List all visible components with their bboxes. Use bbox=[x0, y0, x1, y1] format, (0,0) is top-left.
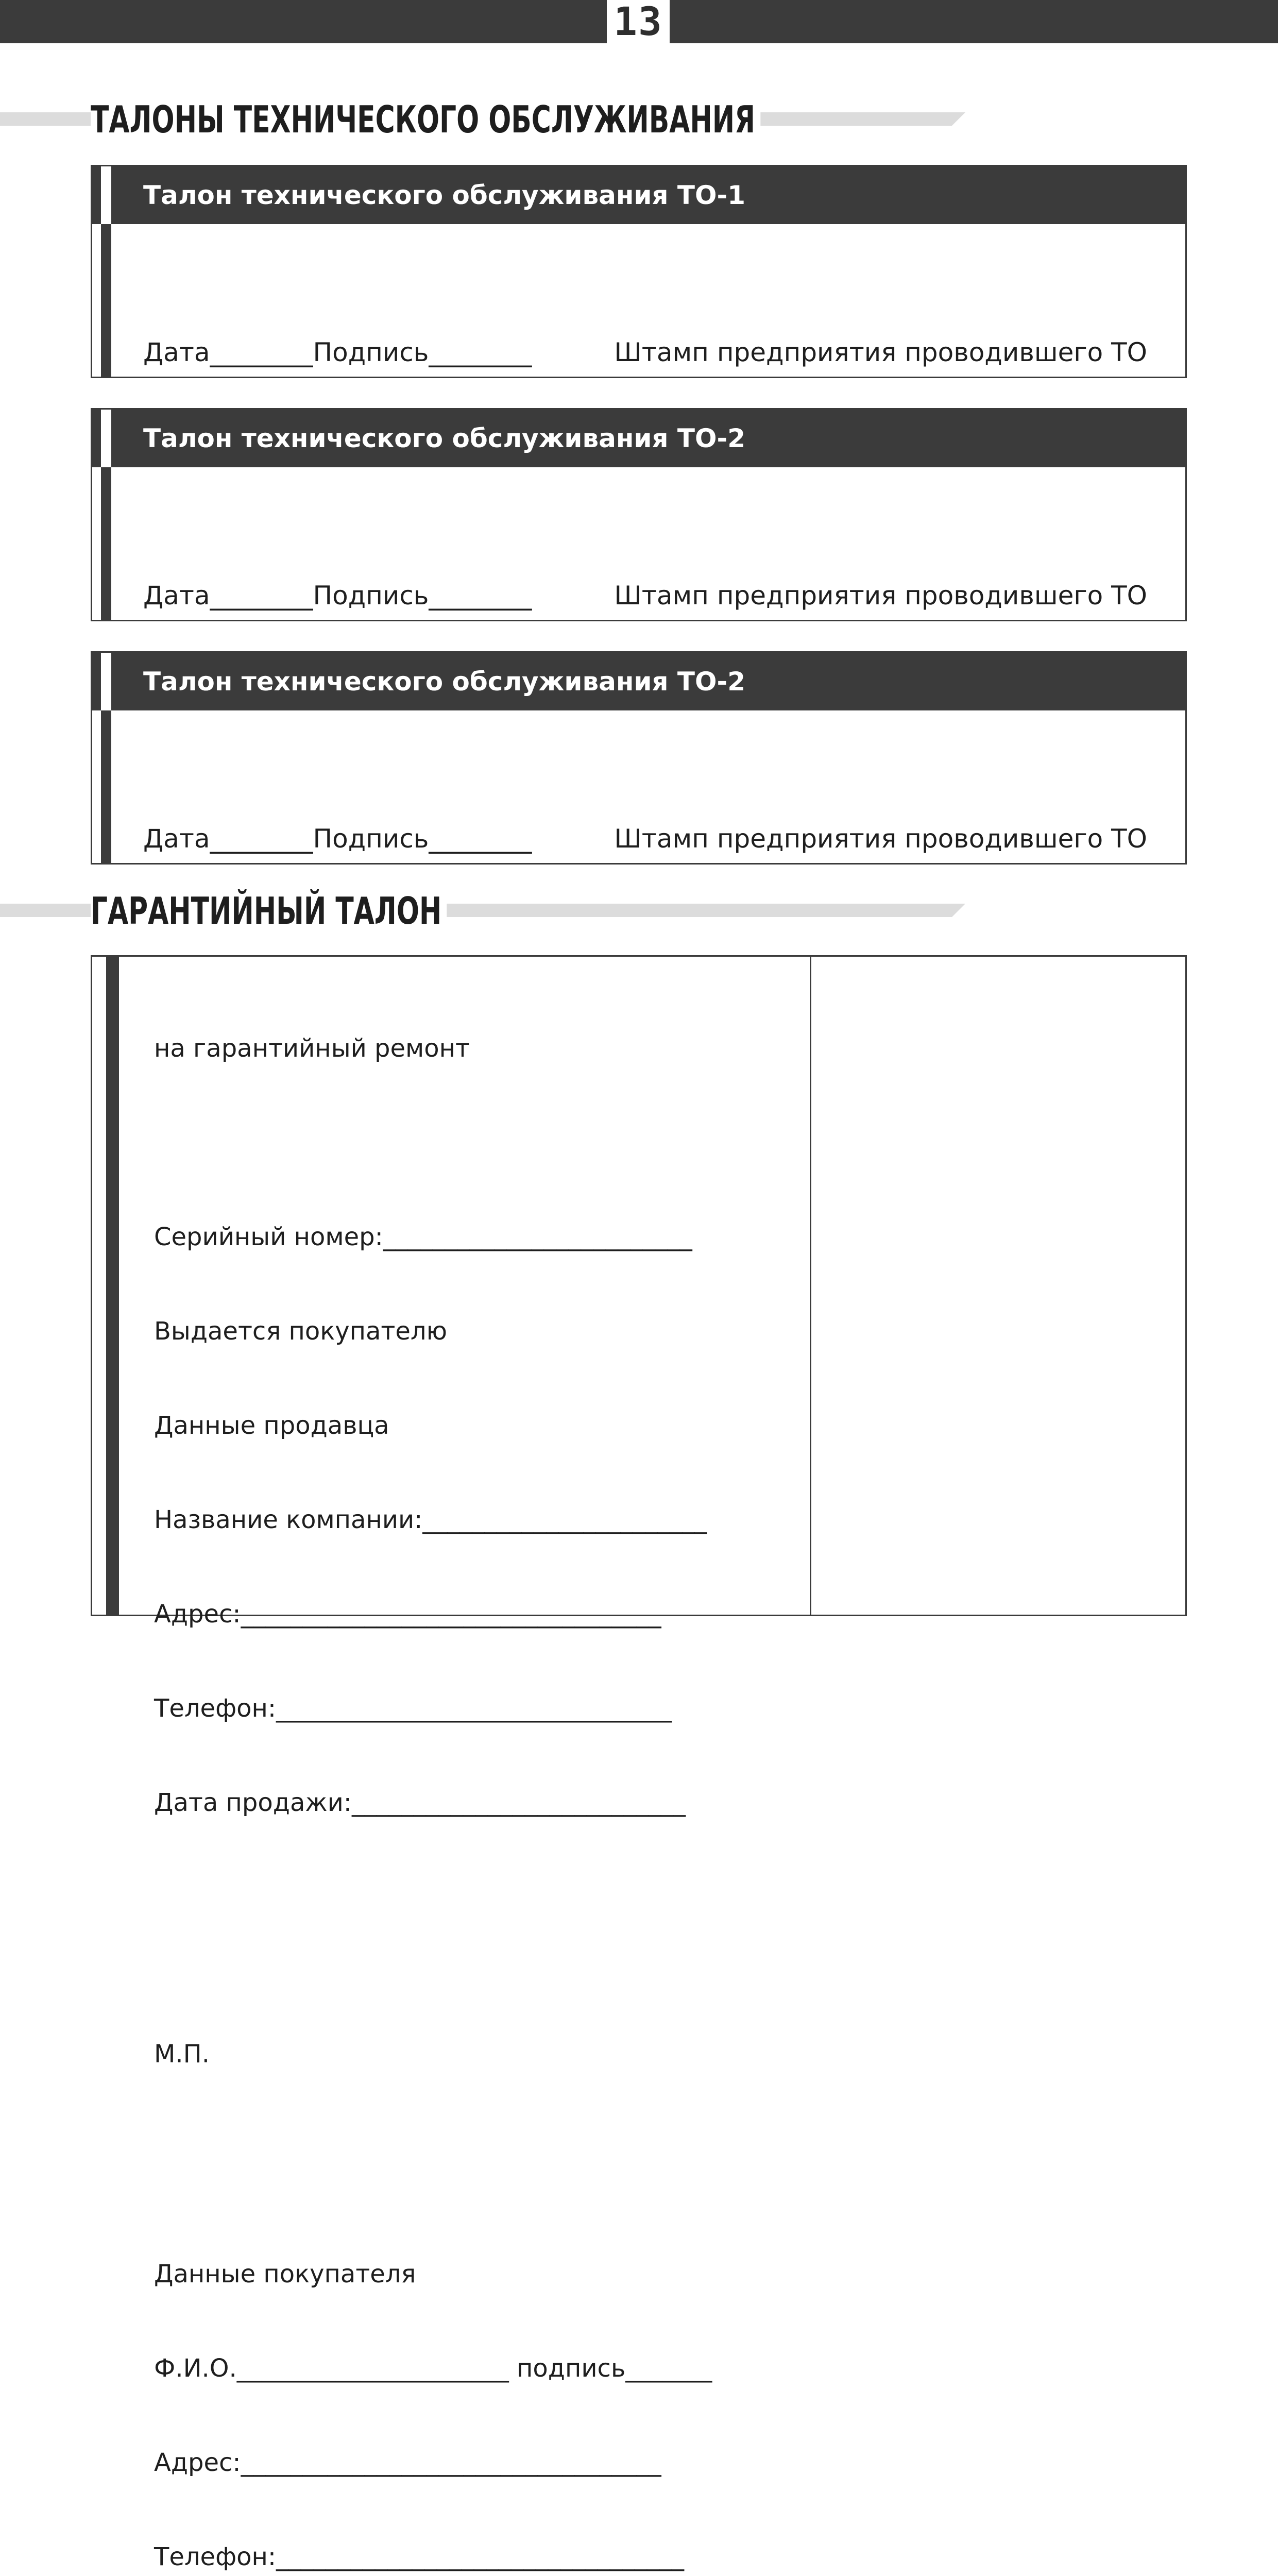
buyer-heading: Данные покупателя bbox=[154, 2260, 416, 2289]
stamp-place-label: М.П. bbox=[154, 2040, 210, 2069]
coupon-title: Талон технического обслуживания ТО-2 bbox=[111, 653, 1185, 710]
date-field: Дата________ bbox=[143, 581, 313, 611]
page-number-box bbox=[601, 0, 676, 43]
warranty-body bbox=[154, 970, 793, 2576]
stamp-label: Штамп предприятия проводившего ТО bbox=[614, 581, 1147, 611]
date-field: Дата________ bbox=[143, 337, 313, 367]
serial-number-field: Серийный номер:_________________________ bbox=[154, 1223, 692, 1251]
warranty-stripe bbox=[106, 957, 119, 1615]
sale-date-field: Дата продажи:___________________________ bbox=[154, 1788, 686, 1817]
stamp-label: Штамп предприятия проводившего ТО bbox=[614, 824, 1147, 854]
seller-heading: Данные продавца bbox=[154, 1411, 389, 1440]
coupon-footer bbox=[143, 337, 1147, 367]
section-title-warranty: ГАРАНТИЙНЫЙ ТАЛОН bbox=[91, 892, 447, 929]
coupon-date-signature bbox=[143, 824, 532, 854]
signature-field: Подпись________ bbox=[313, 337, 532, 367]
coupon-stripe-header bbox=[92, 166, 111, 224]
company-name-field: Название компании:_______________________ bbox=[154, 1505, 707, 1534]
coupon-date-signature bbox=[143, 337, 532, 367]
warranty-purpose: на гарантийный ремонт bbox=[154, 1034, 470, 1063]
section-title-service: ТАЛОНЫ ТЕХНИЧЕСКОГО ОБСЛУЖИВАНИЯ bbox=[91, 101, 760, 138]
seller-phone-field: Телефон:________________________________ bbox=[154, 1694, 672, 1723]
buyer-name-field: Ф.И.О.______________________ подпись_______ bbox=[154, 2354, 712, 2383]
coupon-footer bbox=[143, 824, 1147, 854]
warranty-card bbox=[91, 955, 1187, 2571]
service-coupon bbox=[91, 651, 1187, 865]
coupon-title: Талон технического обслуживания ТО-2 bbox=[111, 410, 1185, 467]
warranty-divider bbox=[810, 957, 811, 1615]
buyer-phone-field: Телефон:_________________________________ bbox=[154, 2543, 685, 2571]
coupon-date-signature bbox=[143, 581, 532, 611]
coupon-title: Талон технического обслуживания ТО-1 bbox=[111, 166, 1185, 224]
service-coupon bbox=[91, 408, 1187, 621]
coupon-footer bbox=[143, 581, 1147, 611]
service-coupon bbox=[91, 165, 1187, 378]
buyer-address-field: Адрес:__________________________________ bbox=[154, 2448, 661, 2477]
signature-field: Подпись________ bbox=[313, 581, 532, 611]
stamp-label: Штамп предприятия проводившего ТО bbox=[614, 337, 1147, 367]
coupon-stripe-header bbox=[92, 410, 111, 467]
signature-field: Подпись________ bbox=[313, 824, 532, 854]
date-field: Дата________ bbox=[143, 824, 313, 854]
seller-address-field: Адрес:__________________________________ bbox=[154, 1600, 661, 1629]
coupon-stripe-header bbox=[92, 653, 111, 710]
issued-to-label: Выдается покупателю bbox=[154, 1317, 447, 1346]
page-number: 13 bbox=[614, 0, 663, 44]
